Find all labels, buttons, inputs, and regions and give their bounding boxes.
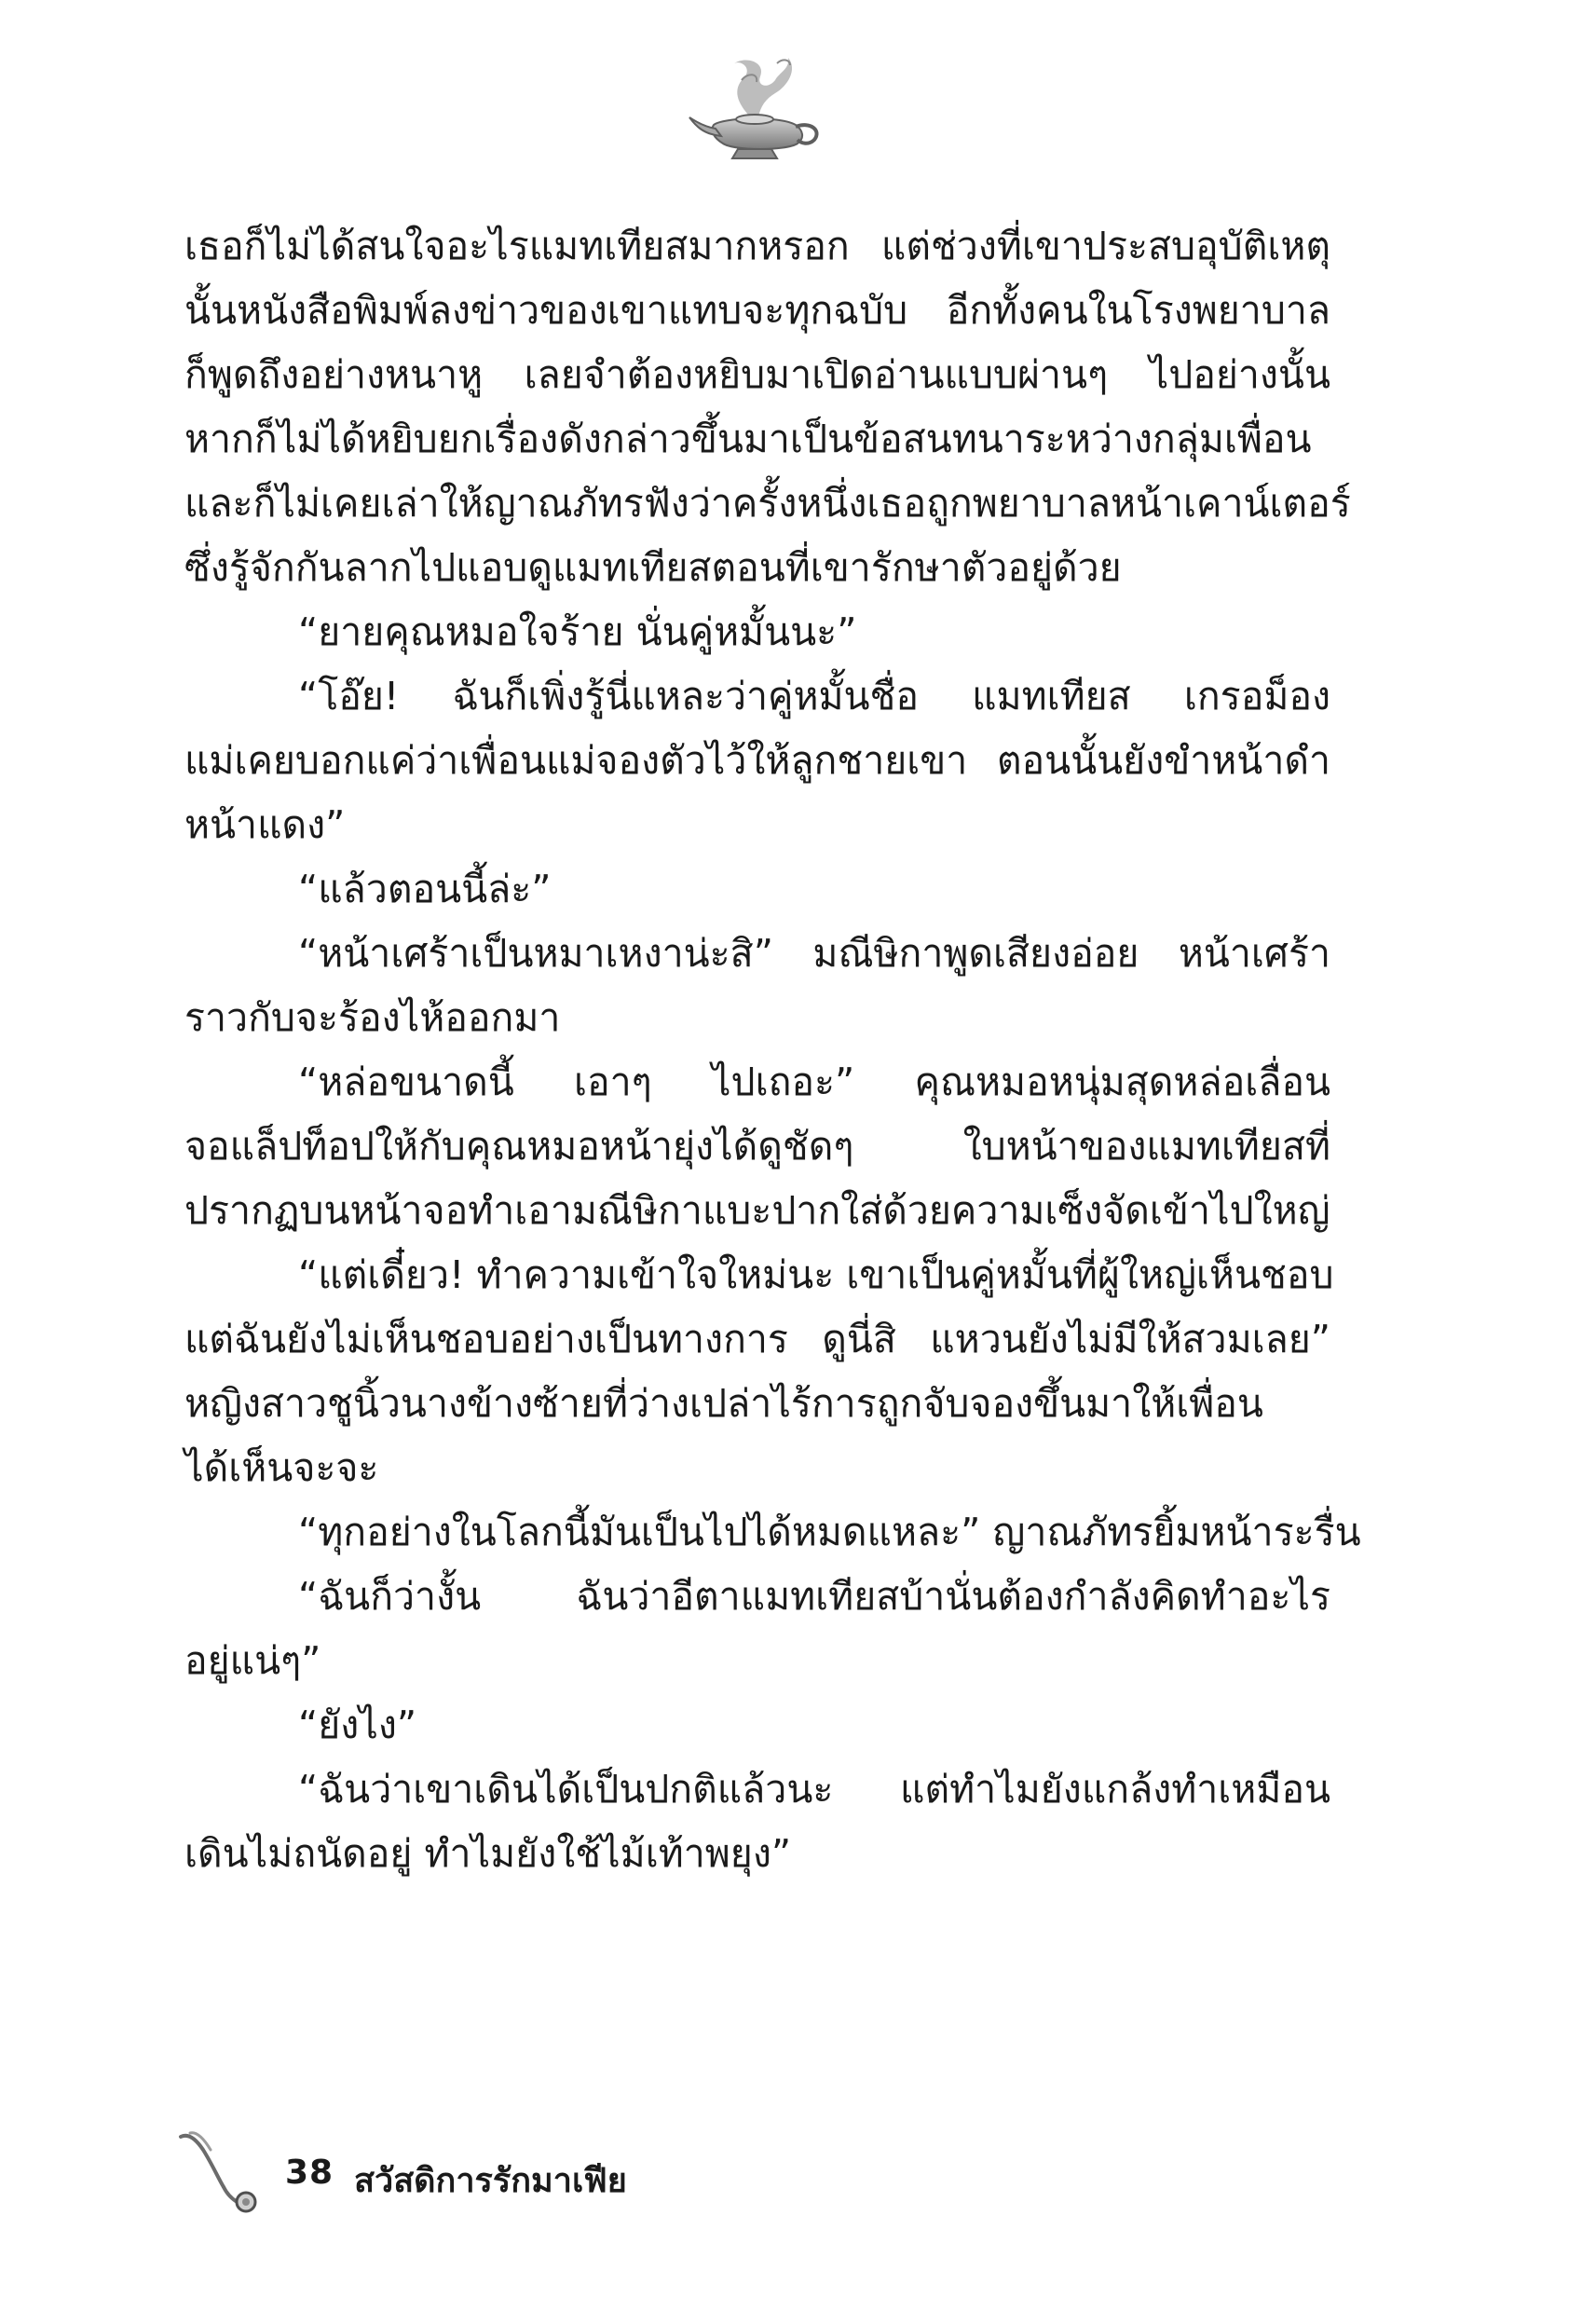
- paragraph: [184, 1500, 1361, 1565]
- genie-lamp-icon: [686, 52, 825, 164]
- page-footer: [175, 2129, 827, 2213]
- text-line: แต่ฉันยังไม่เห็นชอบอย่างเป็นทางการ ดูนี่สิ แหวนยังไม่มีให้สวมเลย”: [184, 1317, 1330, 1361]
- text-line: “ยังไง”: [298, 1702, 417, 1747]
- stethoscope-icon: [175, 2129, 264, 2213]
- text-line: เดินไม่ถนัดอยู่ ทำไมยังใช้ไม้เท้าพยุง”: [184, 1831, 792, 1876]
- paragraph: [184, 1050, 1330, 1243]
- page-number: 38: [285, 2154, 334, 2192]
- paragraph: [184, 1243, 1334, 1500]
- text-line: จอแล็ปท็อปให้กับคุณหมอหน้ายุ่งได้ดูชัดๆ ใบหน้าของแมทเทียสที่: [184, 1124, 1330, 1169]
- text-line: ปรากฏบนหน้าจอทำเอามณีษิกาแบะปากใส่ด้วยความเซ็งจัดเข้าไปใหญ่: [184, 1188, 1330, 1233]
- text-line: เธอก็ไม่ได้สนใจอะไรแมทเทียสมากหรอก แต่ช่วงที่เขาประสบอุบัติเหตุ: [184, 224, 1330, 268]
- text-line: “ยายคุณหมอใจร้าย นั่นคู่หมั้นนะ”: [298, 609, 857, 654]
- text-line: “ฉันว่าเขาเดินได้เป็นปกติแล้วนะ แต่ทำไมยังแกล้งทำเหมือน: [298, 1767, 1330, 1812]
- text-line: อยู่แน่ๆ”: [184, 1638, 321, 1683]
- body-text: [184, 214, 1361, 1886]
- text-line: “ทุกอย่างในโลกนี้มันเป็นไปได้หมดแหละ” ญาณภัทรยิ้มหน้าระรื่น: [298, 1510, 1361, 1554]
- text-line: หญิงสาวชูนิ้วนางข้างซ้ายที่ว่างเปล่าไร้การถูกจับจองขึ้นมาให้เพื่อน: [184, 1381, 1263, 1426]
- text-line: “แล้วตอนนี้ล่ะ”: [298, 867, 552, 911]
- paragraph: [184, 214, 1351, 600]
- text-line: นั้นหนังสือพิมพ์ลงข่าวของเขาแทบจะทุกฉบับ อีกทั้งคนในโรงพยาบาล: [184, 288, 1330, 333]
- book-title: สวัสดิการรักมาเฟีย: [354, 2162, 627, 2200]
- text-line: ก็พูดถึงอย่างหนาหู เลยจำต้องหยิบมาเปิดอ่านแบบผ่านๆ ไปอย่างนั้น: [184, 352, 1330, 397]
- paragraph: [184, 664, 1330, 857]
- text-line: “หล่อขนาดนี้ เอาๆ ไปเถอะ” คุณหมอหนุ่มสุดหล่อเลื่อน: [298, 1060, 1330, 1104]
- text-line: ราวกับจะร้องไห้ออกมา: [184, 995, 561, 1040]
- text-line: ซึ่งรู้จักกันลากไปแอบดูแมทเทียสตอนที่เขารักษาตัวอยู่ด้วย: [184, 545, 1122, 590]
- paragraph: [184, 600, 1330, 664]
- text-line: “แต่เดี๋ยว! ทำความเข้าใจใหม่นะ เขาเป็นคู่หมั้นที่ผู้ใหญ่เห็นชอบ: [298, 1252, 1334, 1297]
- paragraph: [184, 922, 1330, 1050]
- text-line: “หน้าเศร้าเป็นหมาเหงาน่ะสิ” มณีษิกาพูดเสียงอ่อย หน้าเศร้า: [298, 931, 1330, 976]
- text-line: และก็ไม่เคยเล่าให้ญาณภัทรฟังว่าครั้งหนึ่งเธอถูกพยาบาลหน้าเคาน์เตอร์: [184, 481, 1351, 526]
- text-line: “โอ๊ย! ฉันก็เพิ่งรู้นี่แหละว่าคู่หมั้นชื่อ แมทเทียส เกรอม็อง: [298, 674, 1330, 718]
- paragraph: [184, 1757, 1330, 1886]
- paragraph: [184, 1693, 1330, 1757]
- text-line: หากก็ไม่ได้หยิบยกเรื่องดังกล่าวขึ้นมาเป็นข้อสนทนาระหว่างกลุ่มเพื่อน: [184, 417, 1312, 461]
- text-line: ได้เห็นจะจะ: [184, 1445, 379, 1490]
- text-line: “ฉันก็ว่างั้น ฉันว่าอีตาแมทเทียสบ้านั่นต้องกำลังคิดทำอะไร: [298, 1574, 1330, 1619]
- text-line: แม่เคยบอกแค่ว่าเพื่อนแม่จองตัวไว้ให้ลูกชายเขา ตอนนั้นยังขำหน้าดำ: [184, 738, 1330, 783]
- paragraph: [184, 857, 1330, 922]
- text-line: หน้าแดง”: [184, 802, 346, 847]
- paragraph: [184, 1565, 1330, 1693]
